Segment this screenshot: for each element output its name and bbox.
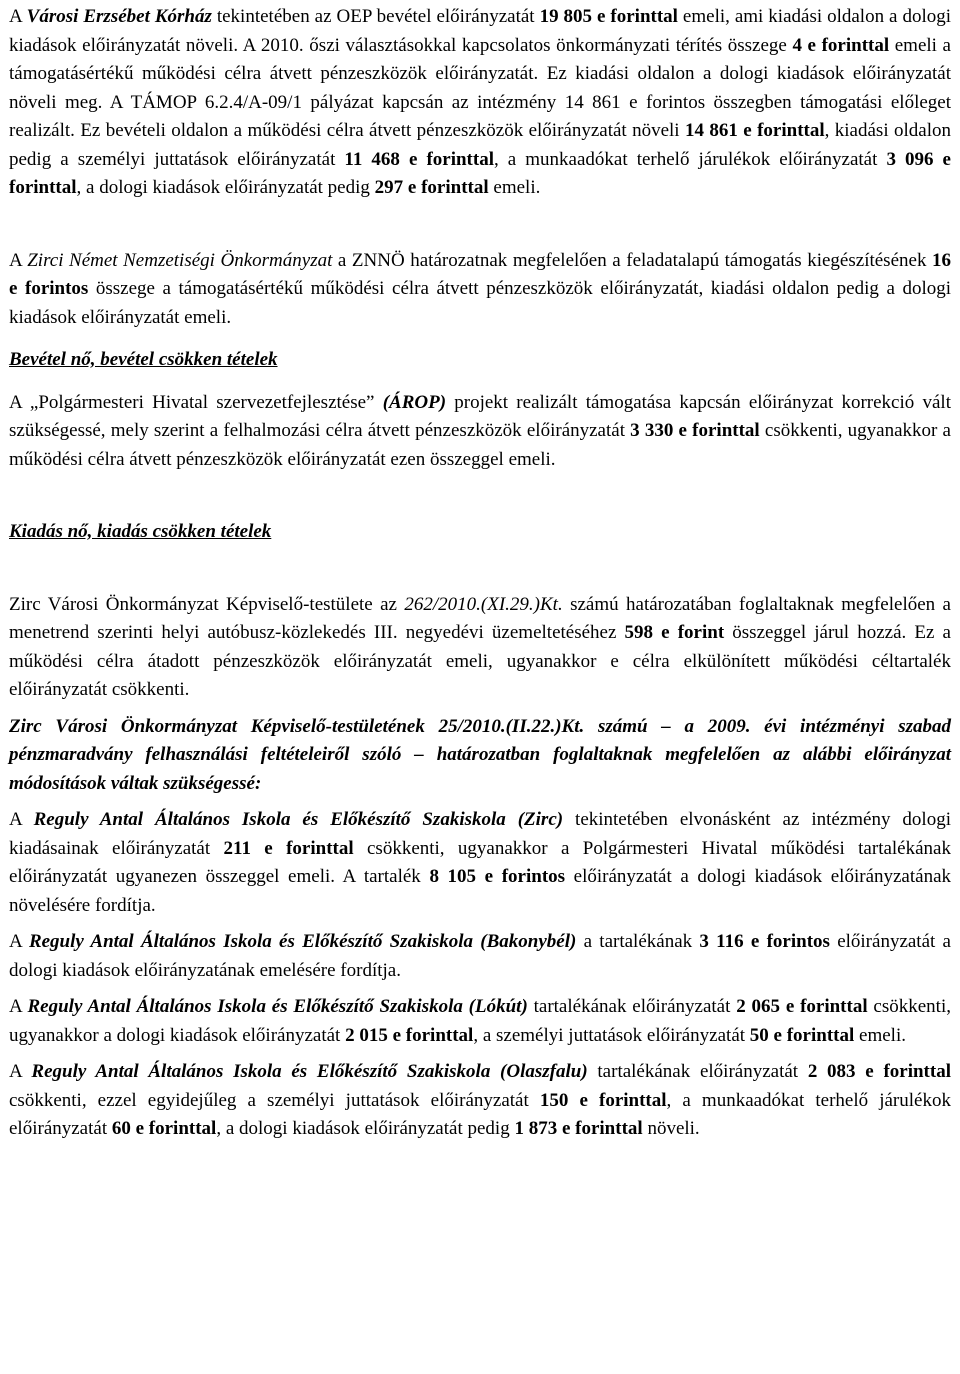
paragraph-zirci-nemet-nemzetisegi: A Zirci Német Nemzetiségi Önkormányzat a ZNNÖ határozatnak megfelelően a feladatalapú támogatás kiegészítésének 16 e forintos összege a támogatásértékű működési célra átvett pénzeszközök előirányzatát, kiadási oldalon pedig a dologi kiadások előirányzatát emeli. — [9, 249, 951, 328]
paragraph-polgarmesteri-hivatal: A „Polgármesteri Hivatal szervezetfejlesztése” (ÁROP) projekt realizált támogatása kapcsán előirányzat korrekció vált szükségessé, mely szerint a felhalmozási célra átvett pénzeszközök előirányzatát 3 330 e forinttal csökkenti, ugyanakkor a működési célra átvett pénzeszközök előirányzatát ezen összeggel emeli. — [9, 391, 951, 470]
amount: 297 e forinttal — [374, 177, 489, 198]
paragraph-reguly-zirc: A Reguly Antal Általános Iskola és Előkészítő Szakiskola (Zirc) tekintetében elvonásként az intézmény dologi kiadásainak előirányzatát 211 e forinttal csökkenti, ugyanakkor a Polgármesteri Hivatal működési tartalékának előirányzatát ugyanezen összeggel emeli. A tartalék 8 105 e forintos előirányzatát a dologi kiadások előirányzatának növelésére fordítja. — [9, 809, 952, 916]
amount: 14 861 e forinttal — [684, 120, 825, 141]
institution-name: Reguly Antal Általános Iskola és Előkészítő Szakiskola (Bakonybél) — [28, 931, 577, 952]
paragraph-reguly-lokut: A Reguly Antal Általános Iskola és Előkészítő Szakiskola (Lókút) tartalékának előirányzatát 2 065 e forinttal csökkenti, ugyanakkor a dologi kiadások előirányzatát 2 015 e forinttal, a személyi juttatások előirányzatát 50 e forinttal emeli. — [9, 996, 951, 1046]
project-code: (ÁROP) — [382, 391, 447, 413]
institution-name: Reguly Antal Általános Iskola és Előkészítő Szakiskola (Lókút) — [27, 996, 528, 1017]
amount: 2 065 e forinttal — [736, 996, 868, 1017]
paragraph-reguly-olaszfalu: A Reguly Antal Általános Iskola és Előkészítő Szakiskola (Olaszfalu) tartalékának előirányzatát 2 083 e forinttal csökkenti, ezzel egyidejűleg a személyi juttatások előirányzatát 150 e forinttal, a munkaadókat terhelő járulékok előirányzatát 60 e forinttal, a dologi kiadások előirányzatát pedig 1 873 e forinttal növeli. — [9, 1061, 951, 1139]
amount: 50 e forinttal — [749, 1024, 855, 1046]
amount: 3 330 e forinttal — [630, 420, 760, 441]
amount: 150 e forinttal — [539, 1089, 667, 1111]
paragraph-autobusz: Zirc Városi Önkormányzat Képviselő-testülete az 262/2010.(XI.29.)Kt. számú határozatában foglaltaknak megfelelően a menetrend szerinti helyi autóbusz-közlekedés III. negyedévi üzemeltetéséhez 598 e forint összeggel járul hozzá. Ez a működési célra átadott pénzeszközök előirányzatát emeli, ugyanakkor e célra elkülönített működési céltartalék előirányzatát csökkenti. — [9, 593, 951, 700]
section-heading-bevetel: Bevétel nő, bevétel csökken tételek — [9, 349, 278, 370]
amount: 3 096 e forinttal — [9, 148, 951, 198]
amount: 2 083 e forinttal — [807, 1061, 951, 1082]
amount: 3 116 e forintos — [699, 931, 830, 952]
amount: 19 805 e forinttal — [539, 6, 678, 27]
amount: 4 e forinttal — [792, 34, 890, 56]
paragraph-reguly-bakonybel: A Reguly Antal Általános Iskola és Előkészítő Szakiskola (Bakonybél) a tartalékának 3 116 e forintos előirányzatát a dologi kiadások előirányzatának emelésére fordítja. — [9, 931, 951, 981]
amount: 11 468 e forinttal — [344, 148, 494, 170]
institution-name: Zirci Német Nemzetiségi Önkormányzat — [27, 249, 333, 271]
amount: 211 e forinttal — [223, 837, 354, 859]
amount: 2 015 e forinttal — [345, 1024, 474, 1046]
amount: 60 e forinttal — [111, 1118, 217, 1139]
amount: 1 873 e forinttal — [514, 1118, 643, 1139]
institution-name: Reguly Antal Általános Iskola és Előkészítő Szakiskola (Zirc) — [33, 809, 564, 830]
section-heading-kiadas: Kiadás nő, kiadás csökken tételek — [9, 521, 272, 542]
resolution-heading: Zirc Városi Önkormányzat Képviselő-testületének 25/2010.(II.22.)Kt. számú – a 2009. évi intézményi szabad pénzmaradvány felhasználási feltételeiről szóló – határozatban foglaltaknak megfelelően az alábbi előirányzat módosítások váltak szükségessé: — [9, 715, 951, 794]
amount: 598 e forint — [624, 622, 725, 643]
paragraph-varosi-erzsebet-korhaz: A Városi Erzsébet Kórház tekintetében az OEP bevétel előirányzatát 19 805 e forinttal emeli, ami kiadási oldalon a dologi kiadások előirányzatát növeli. A 2010. őszi választásokkal kapcsolatos önkormányzati térítés összege 4 e forinttal emeli a támogatásértékű működési célra átvett pénzeszközök előirányzatát. Ez kiadási oldalon a dologi kiadások előirányzatát növeli meg. A TÁMOP 6.2.4/A-09/1 pályázat kapcsán az intézmény 14 861 e forintos összegben támogatási előleget realizált. Ez bevételi oldalon a működési célra átvett pénzeszközök előirányzatát növeli 14 861 e forinttal, kiadási oldalon pedig a személyi juttatások előirányzatát 11 468 e forinttal, a munkaadókat terhelő járulékok előirányzatát 3 096 e forinttal, a dologi kiadások előirányzatát pedig 297 e forinttal emeli. — [9, 6, 952, 198]
resolution-number: 262/2010.(XI.29.)Kt. — [404, 593, 563, 615]
amount: 16 e forintos — [9, 249, 951, 299]
amount: 8 105 e forintos — [429, 866, 566, 887]
institution-name: Városi Erzsébet Kórház — [26, 6, 212, 27]
institution-name: Reguly Antal Általános Iskola és Előkészítő Szakiskola (Olaszfalu) — [31, 1061, 588, 1082]
